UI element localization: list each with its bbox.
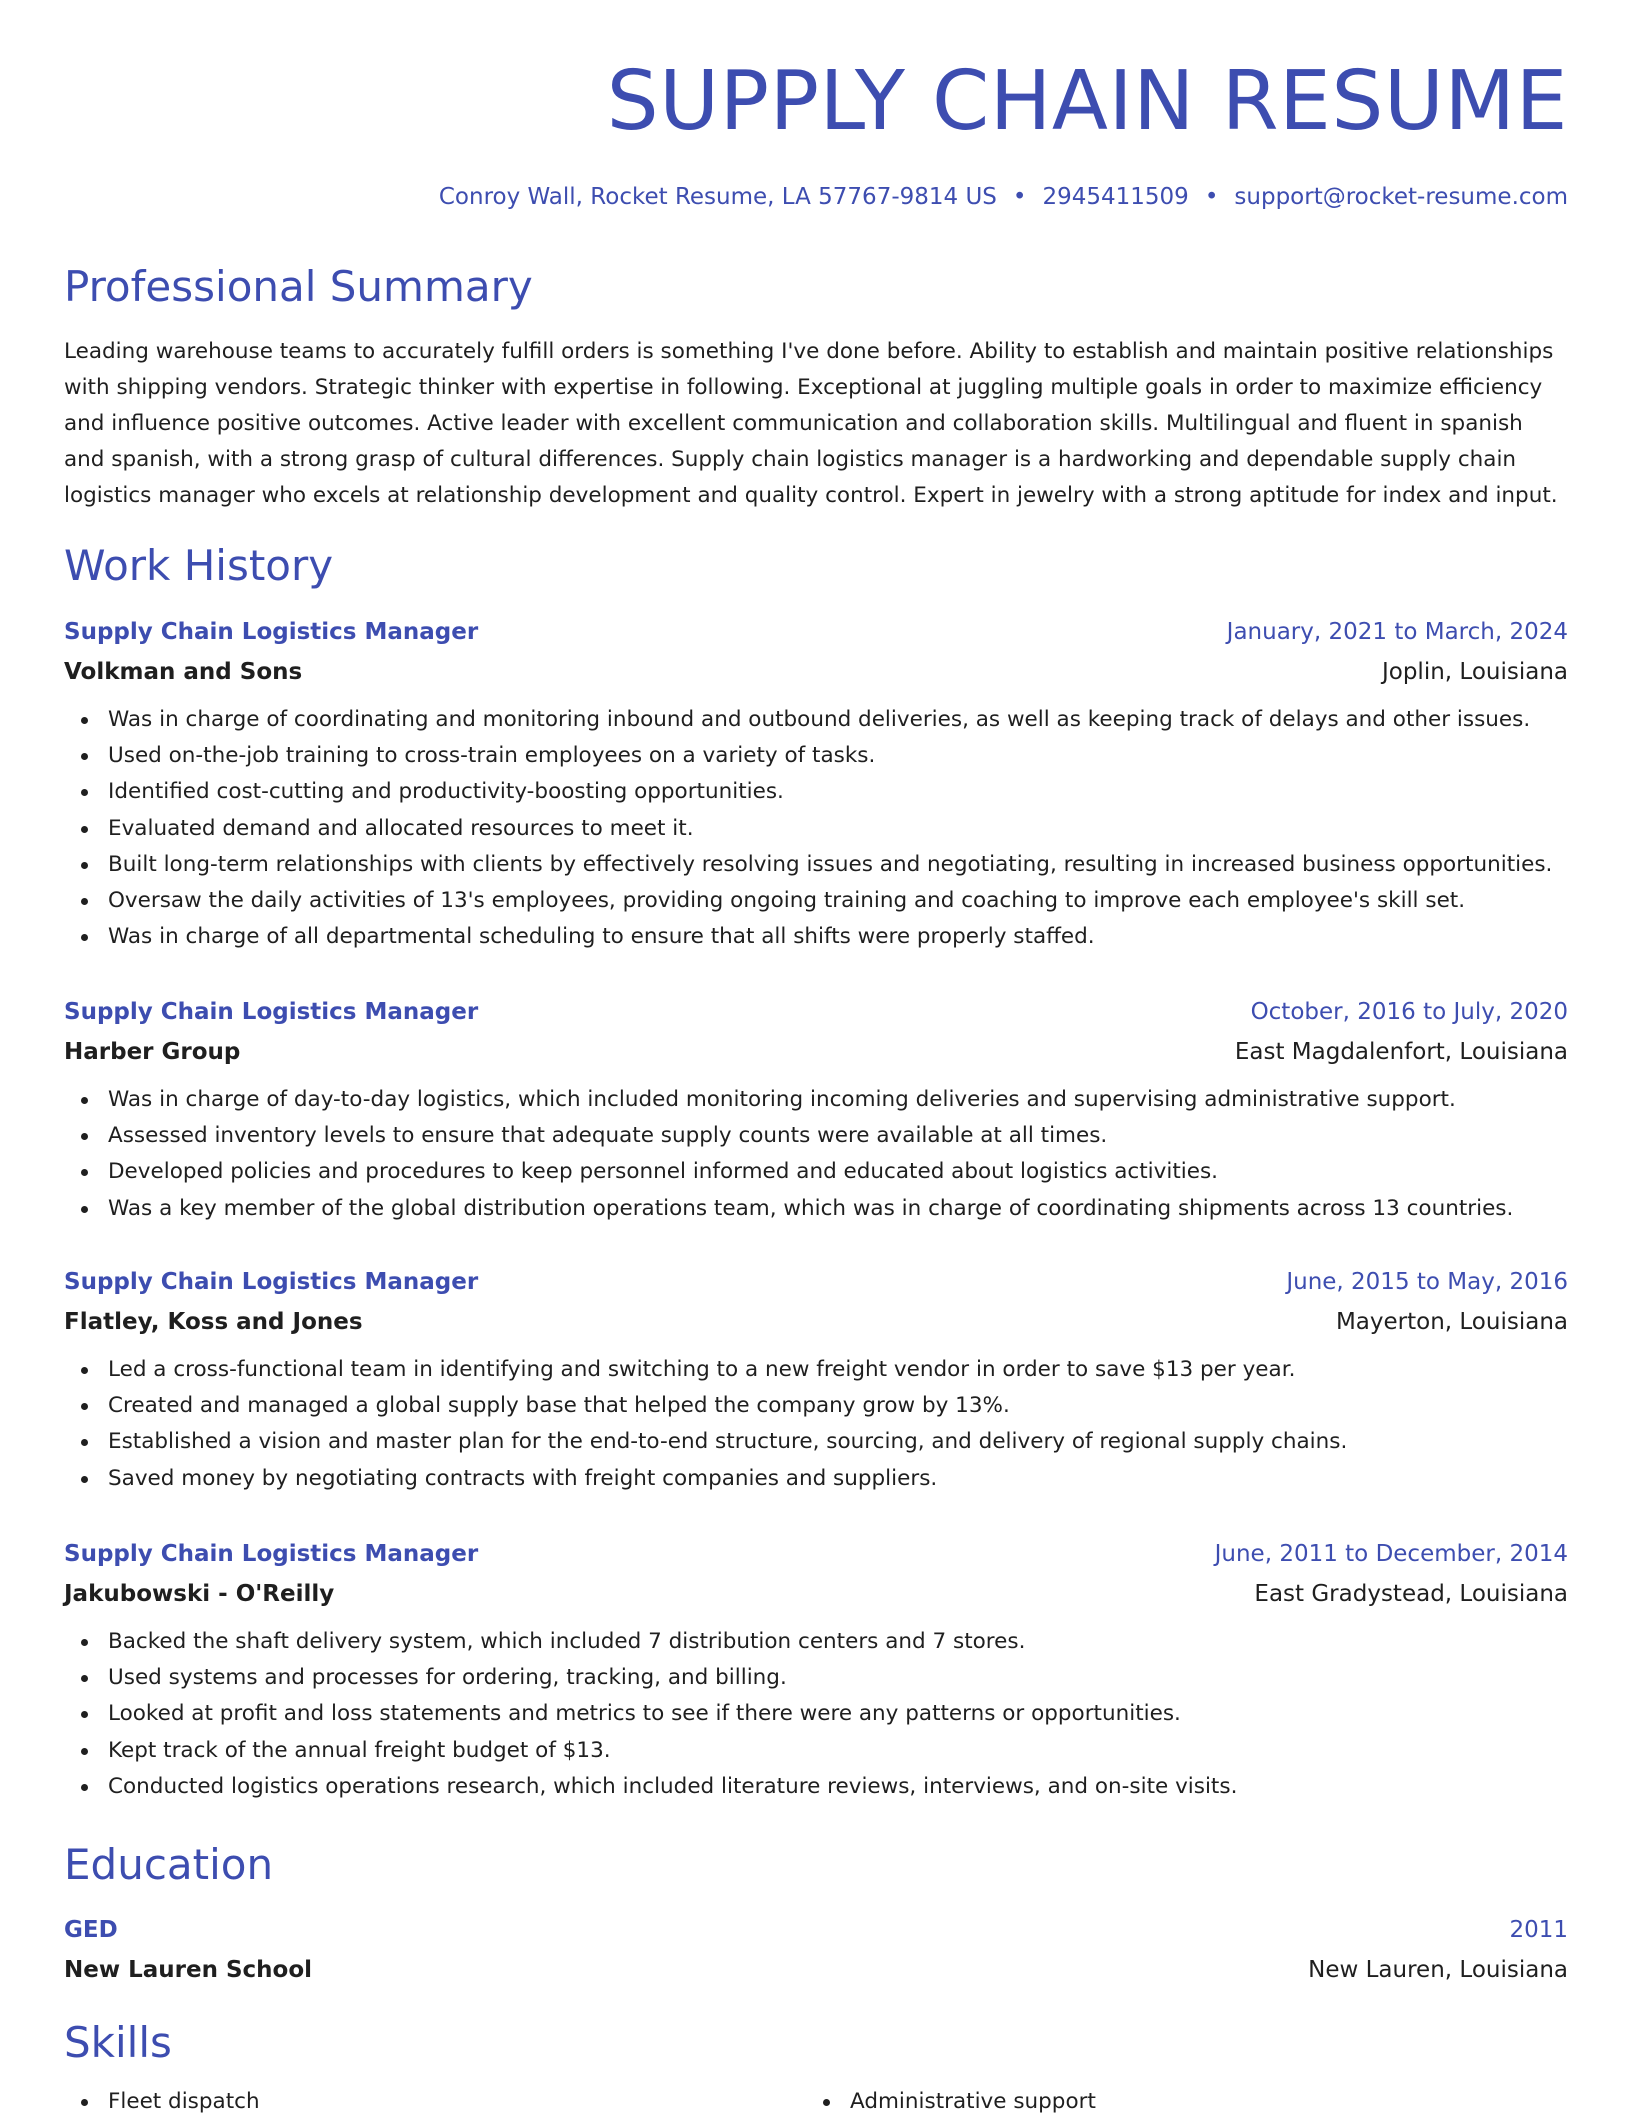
job-location: East Gradystead, Louisiana: [1254, 1581, 1568, 1607]
job-bullets: [64, 1082, 1568, 1227]
skill-item: Fleet dispatch: [64, 2084, 260, 2120]
education-heading: Education: [64, 1840, 274, 1889]
contact-email: support@rocket-resume.com: [1234, 184, 1568, 210]
contact-separator: •: [1204, 184, 1219, 210]
job-title: Supply Chain Logistics Manager: [64, 619, 479, 645]
education-degree-row: [64, 1910, 1568, 1950]
skills-column-left: [64, 2084, 260, 2120]
job-bullet: Developed policies and procedures to keep personnel informed and educated about logistics activities.: [64, 1154, 1568, 1190]
contact-address: Conroy Wall, Rocket Resume, LA 57767-9814 US: [438, 184, 997, 210]
job-dates: October, 2016 to July, 2020: [1250, 999, 1568, 1025]
job-bullet: Was a key member of the global distribution operations team, which was in charge of coordinating shipments across 13 countries.: [64, 1191, 1568, 1227]
job-bullet: Led a cross-functional team in identifying and switching to a new freight vendor in order to save $13 per year.: [64, 1352, 1568, 1388]
job-title-row: [64, 1262, 1568, 1302]
education-school-row: [64, 1950, 1568, 1990]
job-company: Harber Group: [64, 1039, 241, 1065]
job-bullet: Established a vision and master plan for the end-to-end structure, sourcing, and delivery of regional supply chains.: [64, 1424, 1568, 1460]
resume-title: SUPPLY CHAIN RESUME: [606, 54, 1568, 149]
education-location: New Lauren, Louisiana: [1308, 1957, 1568, 1983]
job-dates: June, 2011 to December, 2014: [1214, 1541, 1568, 1567]
job-company-row: [64, 1302, 1568, 1342]
job-title-row: [64, 992, 1568, 1032]
job-company-row: [64, 1574, 1568, 1614]
job-bullets: [64, 1624, 1568, 1805]
job-title: Supply Chain Logistics Manager: [64, 1541, 479, 1567]
job-bullet: Identified cost-cutting and productivity-boosting opportunities.: [64, 774, 1568, 810]
education-year: 2011: [1509, 1917, 1568, 1943]
job-company-row: [64, 652, 1568, 692]
skills-column-right: [806, 2084, 1096, 2120]
job-bullet: Was in charge of day-to-day logistics, which included monitoring incoming deliveries and supervising administrative support.: [64, 1082, 1568, 1118]
job-dates: January, 2021 to March, 2024: [1226, 619, 1568, 645]
job-bullet: Was in charge of all departmental scheduling to ensure that all shifts were properly staffed.: [64, 919, 1568, 955]
job-bullet: Looked at profit and loss statements and metrics to see if there were any patterns or opportunities.: [64, 1696, 1568, 1732]
work-history-heading: Work History: [64, 541, 334, 590]
job-bullet: Kept track of the annual freight budget of $13.: [64, 1733, 1568, 1769]
job-bullet: Saved money by negotiating contracts with freight companies and suppliers.: [64, 1461, 1568, 1497]
job-bullets: [64, 1352, 1568, 1497]
education-degree: GED: [64, 1917, 118, 1943]
job-entry: [64, 1262, 1568, 1497]
contact-line: [439, 180, 1568, 214]
job-bullets: [64, 702, 1568, 955]
summary-heading: Professional Summary: [64, 262, 533, 311]
job-entry: [64, 1534, 1568, 1805]
job-bullet: Oversaw the daily activities of 13's employees, providing ongoing training and coaching to improve each employee's skill set.: [64, 883, 1568, 919]
job-bullet: Used on-the-job training to cross-train employees on a variety of tasks.: [64, 738, 1568, 774]
job-bullet: Evaluated demand and allocated resources to meet it.: [64, 811, 1568, 847]
summary-text: Leading warehouse teams to accurately fulfill orders is something I've done before. Ability to establish and maintain positive relationships with shipping vendors. Strategic thinker with expertise in following. Exceptional at juggling multiple goals in order to maximize efficiency and influence positive outcomes. Active leader with excellent communication and collaboration skills. Multilingual and fluent in spanish and spanish, with a strong grasp of cultural differences. Supply chain logistics manager is a hardworking and dependable supply chain logistics manager who excels at relationship development and quality control. Expert in jewelry with a strong aptitude for index and input.: [64, 339, 1558, 508]
education-school: New Lauren School: [64, 1957, 313, 1983]
job-company-row: [64, 1032, 1568, 1072]
job-bullet: Built long-term relationships with clients by effectively resolving issues and negotiating, resulting in increased business opportunities.: [64, 847, 1568, 883]
job-company: Volkman and Sons: [64, 659, 303, 685]
job-title-row: [64, 1534, 1568, 1574]
job-bullet: Backed the shaft delivery system, which included 7 distribution centers and 7 stores.: [64, 1624, 1568, 1660]
job-bullet: Created and managed a global supply base that helped the company grow by 13%.: [64, 1388, 1568, 1424]
job-title-row: [64, 612, 1568, 652]
skills-heading: Skills: [64, 2018, 172, 2067]
job-dates: June, 2015 to May, 2016: [1286, 1269, 1568, 1295]
job-location: Mayerton, Louisiana: [1335, 1309, 1568, 1335]
contact-separator: •: [1012, 184, 1027, 210]
job-bullet: Used systems and processes for ordering, tracking, and billing.: [64, 1660, 1568, 1696]
job-title: Supply Chain Logistics Manager: [64, 999, 479, 1025]
job-company: Jakubowski - O'Reilly: [64, 1581, 335, 1607]
job-company: Flatley, Koss and Jones: [64, 1309, 363, 1335]
job-bullet: Conducted logistics operations research, which included literature reviews, interviews, and on-site visits.: [64, 1769, 1568, 1805]
job-entry: [64, 992, 1568, 1227]
job-bullet: Assessed inventory levels to ensure that adequate supply counts were available at all times.: [64, 1118, 1568, 1154]
job-location: Joplin, Louisiana: [1381, 659, 1568, 685]
skill-item: Administrative support: [806, 2084, 1096, 2120]
job-bullet: Was in charge of coordinating and monitoring inbound and outbound deliveries, as well as keeping track of delays and other issues.: [64, 702, 1568, 738]
education-entry: [64, 1910, 1568, 1990]
job-title: Supply Chain Logistics Manager: [64, 1269, 479, 1295]
job-location: East Magdalenfort, Louisiana: [1234, 1039, 1568, 1065]
contact-phone: 2945411509: [1042, 184, 1189, 210]
job-entry: [64, 612, 1568, 955]
